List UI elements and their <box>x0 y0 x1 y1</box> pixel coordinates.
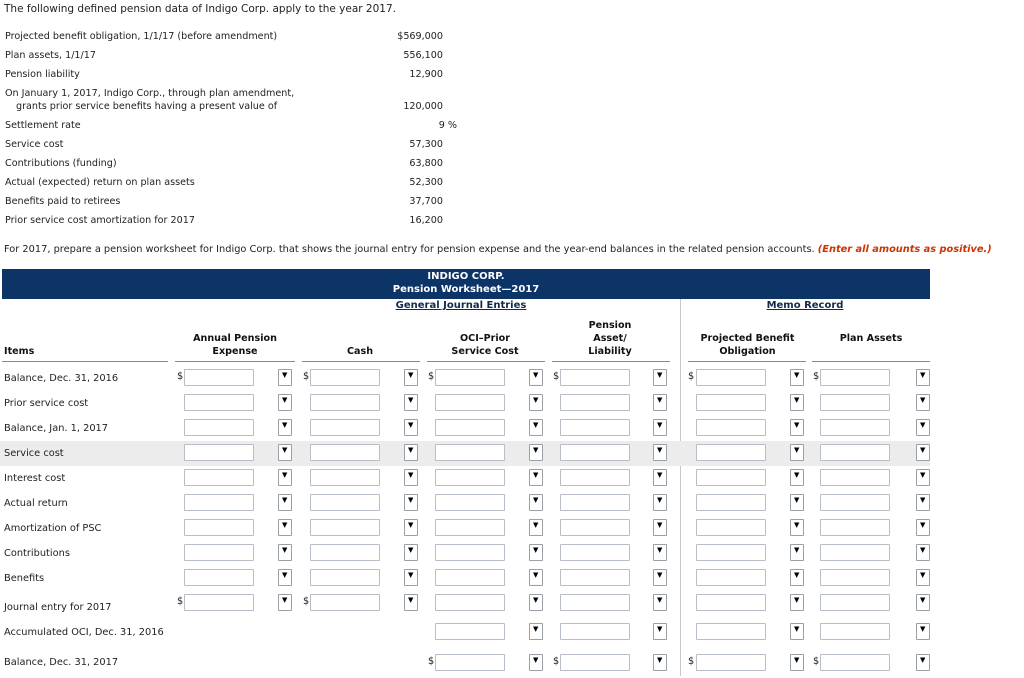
instructions-note: (Enter all amounts as positive.) <box>817 244 992 255</box>
balance-jan-2017-annual-pension-expense-input[interactable] <box>184 419 254 436</box>
amortization-psc-oci-psc-dropdown[interactable] <box>529 519 543 536</box>
currency-symbol: $ <box>688 656 695 667</box>
accumulated-oci-plan-assets-dropdown[interactable] <box>916 623 930 640</box>
dropdown-arrow-icon: ▼ <box>920 656 926 664</box>
currency-symbol: $ <box>303 596 310 607</box>
dropdown-arrow-icon: ▼ <box>533 571 539 579</box>
benefits-oci-psc-input[interactable] <box>435 569 505 586</box>
balance-dec-2016-plan-assets-input[interactable] <box>820 369 890 386</box>
dropdown-arrow-icon: ▼ <box>657 471 663 479</box>
balance-dec-2017-plan-assets-dropdown[interactable] <box>916 654 930 671</box>
prior-service-cost-pbo-input[interactable] <box>696 394 766 411</box>
amortization-psc-pbo-input[interactable] <box>696 519 766 536</box>
dropdown-arrow-icon: ▼ <box>408 421 414 429</box>
dropdown-arrow-icon: ▼ <box>282 496 288 504</box>
interest-cost-pbo-input[interactable] <box>696 469 766 486</box>
instructions <box>4 244 992 255</box>
amortization-psc-pension-asset-liability-dropdown[interactable] <box>653 519 667 536</box>
benefits-pbo-dropdown[interactable] <box>790 569 804 586</box>
dropdown-arrow-icon: ▼ <box>794 371 800 379</box>
row-label-journal-entry: Journal entry for 2017 <box>4 602 112 613</box>
dropdown-arrow-icon: ▼ <box>920 471 926 479</box>
benefits-cash-input[interactable] <box>310 569 380 586</box>
currency-symbol: $ <box>428 656 435 667</box>
dropdown-arrow-icon: ▼ <box>282 396 288 404</box>
balance-dec-2017-pbo-input[interactable] <box>696 654 766 671</box>
balance-jan-2017-plan-assets-dropdown[interactable] <box>916 419 930 436</box>
dropdown-arrow-icon: ▼ <box>657 571 663 579</box>
interest-cost-annual-pension-expense-input[interactable] <box>184 469 254 486</box>
worksheet-title <box>2 270 930 296</box>
dropdown-arrow-icon: ▼ <box>533 656 539 664</box>
benefits-annual-pension-expense-dropdown[interactable] <box>278 569 292 586</box>
dropdown-arrow-icon: ▼ <box>657 496 663 504</box>
benefits-pension-asset-liability-input[interactable] <box>560 569 630 586</box>
amortization-psc-plan-assets-dropdown[interactable] <box>916 519 930 536</box>
row-label-interest-cost: Interest cost <box>4 473 66 484</box>
dropdown-arrow-icon: ▼ <box>408 396 414 404</box>
header-rule <box>812 361 930 362</box>
journal-entry-pension-asset-liability-input[interactable] <box>560 594 630 611</box>
contributions-cash-input[interactable] <box>310 544 380 561</box>
dropdown-arrow-icon: ▼ <box>533 471 539 479</box>
contributions-plan-assets-input[interactable] <box>820 544 890 561</box>
dropdown-arrow-icon: ▼ <box>533 546 539 554</box>
amortization-psc-cash-input[interactable] <box>310 519 380 536</box>
given-label-amendment: On January 1, 2017, Indigo Corp., through plan amendment, <box>5 88 295 99</box>
col-header-items: Items <box>4 346 35 357</box>
dropdown-arrow-icon: ▼ <box>920 625 926 633</box>
amortization-psc-annual-pension-expense-dropdown[interactable] <box>278 519 292 536</box>
dropdown-arrow-icon: ▼ <box>408 596 414 604</box>
balance-jan-2017-oci-psc-input[interactable] <box>435 419 505 436</box>
balance-dec-2016-pbo-dropdown[interactable] <box>790 369 804 386</box>
journal-entry-pension-asset-liability-dropdown[interactable] <box>653 594 667 611</box>
given-value-pension-liability: 12,900 <box>409 69 443 80</box>
interest-cost-pbo-dropdown[interactable] <box>790 469 804 486</box>
memo-record-header: Memo Record <box>766 300 844 311</box>
given-label-pension-liability: Pension liability <box>5 69 80 80</box>
currency-symbol: $ <box>688 371 695 382</box>
balance-jan-2017-cash-input[interactable] <box>310 419 380 436</box>
dropdown-arrow-icon: ▼ <box>794 521 800 529</box>
dropdown-arrow-icon: ▼ <box>657 596 663 604</box>
balance-jan-2017-annual-pension-expense-dropdown[interactable] <box>278 419 292 436</box>
dropdown-arrow-icon: ▼ <box>282 571 288 579</box>
balance-dec-2017-pension-asset-liability-dropdown[interactable] <box>653 654 667 671</box>
dropdown-arrow-icon: ▼ <box>794 546 800 554</box>
dropdown-arrow-icon: ▼ <box>920 596 926 604</box>
interest-cost-annual-pension-expense-dropdown[interactable] <box>278 469 292 486</box>
actual-return-pension-asset-liability-input[interactable] <box>560 494 630 511</box>
journal-entry-oci-psc-dropdown[interactable] <box>529 594 543 611</box>
dropdown-arrow-icon: ▼ <box>657 446 663 454</box>
dropdown-arrow-icon: ▼ <box>657 625 663 633</box>
col-header-oci-psc: OCI–Prior Service Cost <box>451 333 519 357</box>
balance-dec-2016-pension-asset-liability-input[interactable] <box>560 369 630 386</box>
section-divider <box>680 299 681 676</box>
dropdown-arrow-icon: ▼ <box>282 596 288 604</box>
currency-symbol: $ <box>177 371 184 382</box>
service-cost-pension-asset-liability-input[interactable] <box>560 444 630 461</box>
actual-return-pbo-dropdown[interactable] <box>790 494 804 511</box>
prior-service-cost-cash-dropdown[interactable] <box>404 394 418 411</box>
benefits-pension-asset-liability-dropdown[interactable] <box>653 569 667 586</box>
service-cost-annual-pension-expense-dropdown[interactable] <box>278 444 292 461</box>
dropdown-arrow-icon: ▼ <box>657 656 663 664</box>
actual-return-cash-dropdown[interactable] <box>404 494 418 511</box>
given-label-benefits-paid: Benefits paid to retirees <box>5 196 121 207</box>
given-label-pbo: Projected benefit obligation, 1/1/17 (before amendment) <box>5 31 278 42</box>
dropdown-arrow-icon: ▼ <box>657 421 663 429</box>
company-name: INDIGO CORP. <box>427 271 505 282</box>
dropdown-arrow-icon: ▼ <box>533 496 539 504</box>
row-label-amortization-psc: Amortization of PSC <box>4 523 102 534</box>
dropdown-arrow-icon: ▼ <box>282 446 288 454</box>
prior-service-cost-cash-input[interactable] <box>310 394 380 411</box>
dropdown-arrow-icon: ▼ <box>920 371 926 379</box>
service-cost-plan-assets-dropdown[interactable] <box>916 444 930 461</box>
service-cost-oci-psc-input[interactable] <box>435 444 505 461</box>
service-cost-cash-input[interactable] <box>310 444 380 461</box>
balance-dec-2016-oci-psc-input[interactable] <box>435 369 505 386</box>
dropdown-arrow-icon: ▼ <box>920 521 926 529</box>
balance-jan-2017-plan-assets-input[interactable] <box>820 419 890 436</box>
amortization-psc-plan-assets-input[interactable] <box>820 519 890 536</box>
dropdown-arrow-icon: ▼ <box>533 421 539 429</box>
balance-dec-2016-pension-asset-liability-dropdown[interactable] <box>653 369 667 386</box>
dropdown-arrow-icon: ▼ <box>533 396 539 404</box>
service-cost-pbo-dropdown[interactable] <box>790 444 804 461</box>
dropdown-arrow-icon: ▼ <box>657 396 663 404</box>
prior-service-cost-pension-asset-liability-input[interactable] <box>560 394 630 411</box>
actual-return-pension-asset-liability-dropdown[interactable] <box>653 494 667 511</box>
contributions-pension-asset-liability-dropdown[interactable] <box>653 544 667 561</box>
row-label-balance-dec-2017: Balance, Dec. 31, 2017 <box>4 657 119 668</box>
contributions-pbo-input[interactable] <box>696 544 766 561</box>
dropdown-arrow-icon: ▼ <box>920 546 926 554</box>
dropdown-arrow-icon: ▼ <box>408 371 414 379</box>
contributions-annual-pension-expense-input[interactable] <box>184 544 254 561</box>
dropdown-arrow-icon: ▼ <box>408 546 414 554</box>
header-rule <box>2 361 168 362</box>
currency-symbol: $ <box>813 371 820 382</box>
dropdown-arrow-icon: ▼ <box>533 521 539 529</box>
journal-entry-plan-assets-dropdown[interactable] <box>916 594 930 611</box>
balance-jan-2017-pbo-input[interactable] <box>696 419 766 436</box>
dropdown-arrow-icon: ▼ <box>408 571 414 579</box>
dropdown-arrow-icon: ▼ <box>408 471 414 479</box>
dropdown-arrow-icon: ▼ <box>794 446 800 454</box>
balance-dec-2017-pension-asset-liability-input[interactable] <box>560 654 630 671</box>
journal-entry-plan-assets-input[interactable] <box>820 594 890 611</box>
benefits-pbo-input[interactable] <box>696 569 766 586</box>
interest-cost-oci-psc-input[interactable] <box>435 469 505 486</box>
prior-service-cost-plan-assets-dropdown[interactable] <box>916 394 930 411</box>
prior-service-cost-pbo-dropdown[interactable] <box>790 394 804 411</box>
given-label-actual-return: Actual (expected) return on plan assets <box>5 177 195 188</box>
dropdown-arrow-icon: ▼ <box>408 446 414 454</box>
dropdown-arrow-icon: ▼ <box>794 421 800 429</box>
balance-jan-2017-pbo-dropdown[interactable] <box>790 419 804 436</box>
instructions-text: For 2017, prepare a pension worksheet for Indigo Corp. that shows the journal entry for pension expense and the year-end balances in the related pension accounts. <box>4 244 815 255</box>
currency-symbol: $ <box>303 371 310 382</box>
interest-cost-cash-input[interactable] <box>310 469 380 486</box>
dropdown-arrow-icon: ▼ <box>794 496 800 504</box>
worksheet-name: Pension Worksheet—2017 <box>392 284 540 295</box>
balance-dec-2016-cash-input[interactable] <box>310 369 380 386</box>
header-rule <box>552 361 670 362</box>
currency-symbol: $ <box>553 656 560 667</box>
interest-cost-plan-assets-dropdown[interactable] <box>916 469 930 486</box>
header-rule <box>688 361 806 362</box>
dropdown-arrow-icon: ▼ <box>794 596 800 604</box>
contributions-plan-assets-dropdown[interactable] <box>916 544 930 561</box>
contributions-oci-psc-input[interactable] <box>435 544 505 561</box>
currency-symbol: $ <box>428 371 435 382</box>
dropdown-arrow-icon: ▼ <box>408 496 414 504</box>
dropdown-arrow-icon: ▼ <box>282 471 288 479</box>
given-label-plan-assets: Plan assets, 1/1/17 <box>5 50 96 61</box>
balance-jan-2017-oci-psc-dropdown[interactable] <box>529 419 543 436</box>
given-value-actual-return: 52,300 <box>409 177 443 188</box>
amortization-psc-pension-asset-liability-input[interactable] <box>560 519 630 536</box>
dropdown-arrow-icon: ▼ <box>282 421 288 429</box>
row-label-service-cost: Service cost <box>4 448 64 459</box>
interest-cost-cash-dropdown[interactable] <box>404 469 418 486</box>
given-label-service-cost: Service cost <box>5 139 64 150</box>
given-label-contributions: Contributions (funding) <box>5 158 117 169</box>
currency-symbol: $ <box>813 656 820 667</box>
accumulated-oci-oci-psc-dropdown[interactable] <box>529 623 543 640</box>
prior-service-cost-pension-asset-liability-dropdown[interactable] <box>653 394 667 411</box>
given-value-benefits-paid: 37,700 <box>409 196 443 207</box>
journal-entry-annual-pension-expense-input[interactable] <box>184 594 254 611</box>
balance-dec-2016-annual-pension-expense-dropdown[interactable] <box>278 369 292 386</box>
col-header-cash: Cash <box>346 346 374 357</box>
dropdown-arrow-icon: ▼ <box>920 446 926 454</box>
given-label-amendment-line2: grants prior service benefits having a present value of <box>16 101 278 112</box>
benefits-cash-dropdown[interactable] <box>404 569 418 586</box>
given-label-settlement-rate: Settlement rate <box>5 120 81 131</box>
dropdown-arrow-icon: ▼ <box>408 521 414 529</box>
actual-return-oci-psc-dropdown[interactable] <box>529 494 543 511</box>
service-cost-oci-psc-dropdown[interactable] <box>529 444 543 461</box>
prior-service-cost-oci-psc-input[interactable] <box>435 394 505 411</box>
balance-dec-2016-pbo-input[interactable] <box>696 369 766 386</box>
dropdown-arrow-icon: ▼ <box>794 396 800 404</box>
dropdown-arrow-icon: ▼ <box>282 371 288 379</box>
amortization-psc-oci-psc-input[interactable] <box>435 519 505 536</box>
balance-dec-2016-annual-pension-expense-input[interactable] <box>184 369 254 386</box>
prior-service-cost-annual-pension-expense-dropdown[interactable] <box>278 394 292 411</box>
contributions-oci-psc-dropdown[interactable] <box>529 544 543 561</box>
dropdown-arrow-icon: ▼ <box>533 371 539 379</box>
given-value-pbo: $569,000 <box>397 31 443 42</box>
journal-entry-pbo-input[interactable] <box>696 594 766 611</box>
service-cost-pbo-input[interactable] <box>696 444 766 461</box>
row-label-benefits: Benefits <box>4 573 45 584</box>
service-cost-plan-assets-input[interactable] <box>820 444 890 461</box>
balance-dec-2017-plan-assets-input[interactable] <box>820 654 890 671</box>
given-value-plan-assets: 556,100 <box>403 50 443 61</box>
dropdown-arrow-icon: ▼ <box>920 421 926 429</box>
balance-jan-2017-cash-dropdown[interactable] <box>404 419 418 436</box>
given-value-psc-amortization: 16,200 <box>409 215 443 226</box>
row-label-accumulated-oci: Accumulated OCI, Dec. 31, 2016 <box>4 627 164 638</box>
given-label-psc-amortization: Prior service cost amortization for 2017 <box>5 215 195 226</box>
benefits-plan-assets-input[interactable] <box>820 569 890 586</box>
general-journal-entries-header: General Journal Entries <box>395 300 527 311</box>
accumulated-oci-pbo-input[interactable] <box>696 623 766 640</box>
prior-service-cost-annual-pension-expense-input[interactable] <box>184 394 254 411</box>
actual-return-annual-pension-expense-input[interactable] <box>184 494 254 511</box>
balance-jan-2017-pension-asset-liability-input[interactable] <box>560 419 630 436</box>
interest-cost-pension-asset-liability-dropdown[interactable] <box>653 469 667 486</box>
actual-return-oci-psc-input[interactable] <box>435 494 505 511</box>
col-header-pbo: Projected Benefit Obligation <box>700 333 795 357</box>
given-value-amendment: 120,000 <box>403 101 443 112</box>
contributions-pension-asset-liability-input[interactable] <box>560 544 630 561</box>
dropdown-arrow-icon: ▼ <box>533 446 539 454</box>
benefits-plan-assets-dropdown[interactable] <box>916 569 930 586</box>
amortization-psc-pbo-dropdown[interactable] <box>790 519 804 536</box>
journal-entry-cash-input[interactable] <box>310 594 380 611</box>
row-label-balance-jan-2017: Balance, Jan. 1, 2017 <box>4 423 109 434</box>
dropdown-arrow-icon: ▼ <box>920 496 926 504</box>
col-header-plan-assets: Plan Assets <box>839 333 903 344</box>
given-value-contributions: 63,800 <box>409 158 443 169</box>
accumulated-oci-plan-assets-input[interactable] <box>820 623 890 640</box>
row-label-actual-return: Actual return <box>4 498 68 509</box>
row-label-contributions: Contributions <box>4 548 70 559</box>
actual-return-plan-assets-dropdown[interactable] <box>916 494 930 511</box>
service-cost-annual-pension-expense-input[interactable] <box>184 444 254 461</box>
service-cost-cash-dropdown[interactable] <box>404 444 418 461</box>
given-value-service-cost: 57,300 <box>409 139 443 150</box>
accumulated-oci-oci-psc-input[interactable] <box>435 623 505 640</box>
given-value-settlement-rate: 9 % <box>438 120 457 131</box>
dropdown-arrow-icon: ▼ <box>533 625 539 633</box>
balance-dec-2017-pbo-dropdown[interactable] <box>790 654 804 671</box>
header-rule <box>175 361 295 362</box>
actual-return-plan-assets-input[interactable] <box>820 494 890 511</box>
accumulated-oci-pension-asset-liability-input[interactable] <box>560 623 630 640</box>
journal-entry-oci-psc-input[interactable] <box>435 594 505 611</box>
dropdown-arrow-icon: ▼ <box>657 521 663 529</box>
dropdown-arrow-icon: ▼ <box>920 396 926 404</box>
accumulated-oci-pension-asset-liability-dropdown[interactable] <box>653 623 667 640</box>
contributions-cash-dropdown[interactable] <box>404 544 418 561</box>
contributions-annual-pension-expense-dropdown[interactable] <box>278 544 292 561</box>
interest-cost-oci-psc-dropdown[interactable] <box>529 469 543 486</box>
intro-text: The following defined pension data of Indigo Corp. apply to the year 2017. <box>4 3 396 15</box>
interest-cost-pension-asset-liability-input[interactable] <box>560 469 630 486</box>
benefits-oci-psc-dropdown[interactable] <box>529 569 543 586</box>
balance-dec-2016-cash-dropdown[interactable] <box>404 369 418 386</box>
balance-dec-2017-oci-psc-dropdown[interactable] <box>529 654 543 671</box>
interest-cost-plan-assets-input[interactable] <box>820 469 890 486</box>
prior-service-cost-plan-assets-input[interactable] <box>820 394 890 411</box>
benefits-annual-pension-expense-input[interactable] <box>184 569 254 586</box>
dropdown-arrow-icon: ▼ <box>533 596 539 604</box>
currency-symbol: $ <box>553 371 560 382</box>
journal-entry-cash-dropdown[interactable] <box>404 594 418 611</box>
journal-entry-pbo-dropdown[interactable] <box>790 594 804 611</box>
dropdown-arrow-icon: ▼ <box>657 371 663 379</box>
header-rule <box>427 361 545 362</box>
amortization-psc-cash-dropdown[interactable] <box>404 519 418 536</box>
currency-symbol: $ <box>177 596 184 607</box>
dropdown-arrow-icon: ▼ <box>794 625 800 633</box>
service-cost-pension-asset-liability-dropdown[interactable] <box>653 444 667 461</box>
actual-return-cash-input[interactable] <box>310 494 380 511</box>
dropdown-arrow-icon: ▼ <box>794 571 800 579</box>
dropdown-arrow-icon: ▼ <box>920 571 926 579</box>
dropdown-arrow-icon: ▼ <box>657 546 663 554</box>
dropdown-arrow-icon: ▼ <box>282 546 288 554</box>
dropdown-arrow-icon: ▼ <box>282 521 288 529</box>
row-label-prior-service-cost: Prior service cost <box>4 398 89 409</box>
header-rule <box>302 361 420 362</box>
journal-entry-annual-pension-expense-dropdown[interactable] <box>278 594 292 611</box>
accumulated-oci-pbo-dropdown[interactable] <box>790 623 804 640</box>
col-header-annual-pension-expense: Annual Pension Expense <box>193 333 277 357</box>
actual-return-annual-pension-expense-dropdown[interactable] <box>278 494 292 511</box>
balance-jan-2017-pension-asset-liability-dropdown[interactable] <box>653 419 667 436</box>
dropdown-arrow-icon: ▼ <box>794 471 800 479</box>
balance-dec-2016-oci-psc-dropdown[interactable] <box>529 369 543 386</box>
balance-dec-2016-plan-assets-dropdown[interactable] <box>916 369 930 386</box>
amortization-psc-annual-pension-expense-input[interactable] <box>184 519 254 536</box>
contributions-pbo-dropdown[interactable] <box>790 544 804 561</box>
col-header-pension-asset-liability: Pension Asset/ Liability <box>588 320 632 357</box>
prior-service-cost-oci-psc-dropdown[interactable] <box>529 394 543 411</box>
actual-return-pbo-input[interactable] <box>696 494 766 511</box>
row-label-balance-dec-2016: Balance, Dec. 31, 2016 <box>4 373 119 384</box>
dropdown-arrow-icon: ▼ <box>794 656 800 664</box>
balance-dec-2017-oci-psc-input[interactable] <box>435 654 505 671</box>
